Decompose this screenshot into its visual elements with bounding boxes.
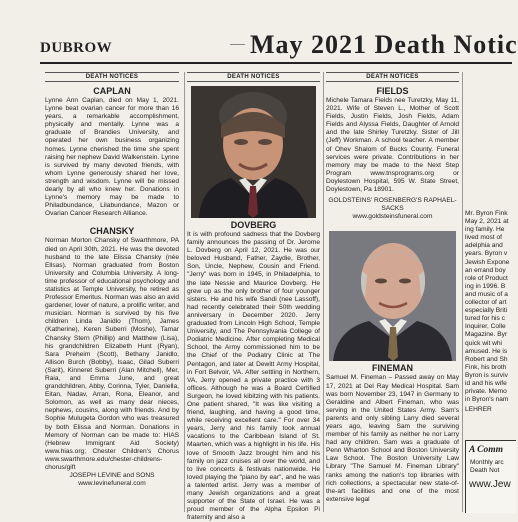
obituary-name-caplan: CAPLAN (93, 86, 131, 96)
obituary-line: especially Briti (465, 307, 508, 315)
column-3 (326, 72, 459, 512)
obituary-text-fineman: Samuel M. Fineman – Passed away on May 17, 2021 at Del Ray Medical Hospital. Sam was born November 23, 1947 in Germany to Geraldine and Albert Fineman, who was serving in the United States Army. Sam's parents and only sibling Larry died several years ago, leaving Sam the surviving member of his family as neither he nor Larry had any children. Sam was a graduate of Penn Wharton School and Boston University Law School. The Boston University Law Library "The Samuel M. Fineman Library" ranks among the nation's top libraries with rich collections, a spectacular new state-of-the-art facilities and one of the most extensive legal (326, 374, 459, 503)
portrait-dovberg-image (191, 86, 316, 218)
obituary-name-dovberg: DOVBERG (230, 220, 277, 230)
obituary-line: Fink, his broth (465, 363, 507, 371)
funeral-home-name: JOSEPH LEVINE and SONS (69, 472, 155, 480)
column-4 (465, 210, 515, 414)
obituary-line: Inquirer, Colle (465, 323, 506, 331)
column-divider (184, 72, 185, 512)
funeral-home-name: LEHRER (465, 406, 492, 414)
obituary-text-dovberg: It is with profound sadness that the Dovberg family announces the passing of Dr. Jerome L. Dovberg on April 12, 2021. He was our beloved Husband, Father, Zaydie, Brother, Son, Uncle, Nephew, Cousin and Friend. "Jerry" was born in 1945, in Philadelphia, to the late Nessie and Maurice Dovberg. He grew up as the only brother of four younger sisters. He and his wife Sandi (nee Lassoff), had recently celebrated their 50th wedding anniversary in December 2020. Jerry graduated from Lincoln High School, Temple University, and The Pennsylvania College of Podiatric Medicine. After completing Medical School, the Army commissioned him to be the Chief of the Podiatry Clinic at The Pentagon, and later at Dewitt Army Hospital, in Fort Belvoir, VA. After settling in Northern, VA, Jerry opened a private practice with 3 offices. Although he was a Board Certified Surgeon, he loved kibitzing with his patients. One patient shared, "It was like visiting a friend, laughing, and having a good time, while receiving excellent care." For over 34 years, Jerry and his family took annual vacations to the Caribbean Island of St. Maarten, which was a highlight in his life. His love of Smooth Jazz brought him and his family on jazz cruises all over the world, and to live concerts & festivals nationwide. He loved playing the "piano by ear", and he was a talented artist. Jerry was a member of many Jewish organizations and a great supporter of the State of Israel. He was a proud member of the Alpha Epsilon Pi fraternity and also a (187, 231, 320, 522)
obituary-line: Mr. Byron Fink (465, 210, 508, 217)
obituary-line: ing family. He (465, 226, 505, 234)
obituary-line: collector of art (465, 299, 507, 307)
obituary-text-fields: Michele Tamara Fields nee Turetzky, May 11, 2021. Wife of Steven L., Mother of Scott Fields, Justin Fields, Josh Fields, Adam Fields and Alyssa Fields, Daughter of Arnold and the late Shirley Turetzky. Sister of Jill (Jeff) Workman. A school teacher. A member of Ohev Shalom of Bucks County. Funeral services were private. Contributions in her memory may be made to the Next Step Program www.tnsprograms.org or Doylestown Hospital, 595 W. State Street, Doylestown, Pa 18901. (326, 97, 459, 194)
page-title: May 2021 Death Notic (250, 30, 518, 59)
publication-name: DUBROW (40, 40, 113, 56)
column-divider (323, 72, 324, 512)
obituary-line: quick wit whi (465, 339, 503, 347)
obituary-line: May 2, 2021 at (465, 218, 509, 226)
obituary-line: in Byron's nam (465, 396, 509, 404)
obituary-line: adelphia and (465, 242, 503, 250)
promo-line-2: Death Not (470, 467, 500, 474)
funeral-home-name: GOLDSTEINS' ROSENBERG'S RAPHAEL-SACKS (328, 197, 457, 213)
portrait-photo-dovberg (191, 86, 316, 218)
title-rule-left (230, 44, 245, 45)
obituary-name-fineman: FINEMAN (372, 363, 413, 374)
column-1 (45, 72, 179, 512)
obituary-line: years. Byron v (465, 250, 508, 258)
portrait-photo-fineman (329, 231, 456, 361)
obituary-line: amused. He is (465, 347, 508, 355)
portrait-fineman-image (329, 231, 456, 361)
section-tag: DEATH NOTICES (326, 72, 459, 82)
promo-line-1: Monthly arc (470, 459, 504, 466)
obituary-line: private. Memo (465, 388, 507, 396)
obituary-line: Jewish Expone (465, 258, 510, 266)
obituary-line: and music of a (465, 290, 508, 298)
obituary-line: ing in 1996. B (465, 282, 506, 290)
obituary-name-fields: FIELDS (376, 86, 409, 96)
obituary-line: an errand boy (465, 266, 506, 274)
column-2 (187, 72, 320, 522)
obituary-name-chansky: CHANSKY (89, 226, 135, 237)
obituary-line: Magazine. Byr (465, 331, 508, 339)
funeral-home-url: www.levinefuneral.com (78, 480, 146, 488)
obituary-text-caplan: Lynne Ann Caplan, died on May 1, 2021. Lynne beat ovarian cancer for more than 16 years, a remarkable accomplishment, physically and mentally. Lynne was a graduate of Brandies University, and operated her own business organizing homes. Lynne cherished the time she spent raising her nephew David Walkenstein. Lynne is survived by many devoted friends, with whom Lynne generously shared her love, strength and wisdom. Lynne will be missed dearly by all who knew her. Donations in Lynne's memory may be made to Philadbundance, Lilabundance, Mazon or Ovarian Cancer Research Alliance. (45, 97, 179, 218)
section-tag: DEATH NOTICES (187, 72, 320, 82)
obituary-line: role of Product (465, 274, 508, 282)
obituary-line: id and his wife (465, 379, 507, 387)
obituary-line: Byron is surviv (465, 371, 508, 379)
obituary-line: lived most of (465, 234, 503, 242)
promo-box (465, 440, 516, 513)
obituary-line: Robert and Sh (465, 355, 508, 363)
obituary-line: tured for his c (465, 315, 505, 323)
section-tag: DEATH NOTICES (45, 72, 179, 82)
funeral-home-url: www.goldsteinsfuneral.com (352, 213, 433, 221)
title-rule (40, 62, 512, 64)
promo-url[interactable]: www.Jew (469, 479, 511, 490)
column-divider (462, 72, 463, 512)
promo-title: A Comm (469, 445, 504, 455)
obituary-text-chansky: Norman Morton Chansky of Swarthmore, PA died on April 30th, 2021. He was the devoted husband to the late Elissa Chansky (née Ellsas). Norman graduated from Boston University and Columbia University. A long-time professor of educational psychology and statistics at Temple University, he retired as Professor Emeritus. Norman was also an avid gardener, lover of nature, a prolific writer, and musician. Norman is survived by his five children Linda Janidlo (Thom), James (Katherine), Keren Suberri (Moshe), Tamar Chansky Stern (Phillip) and Matthew (Lisa), his grandchildren Elizabeth Hunt (Ryan), Sara Preheim (Scott), Bethany Janidlo, Allison Burch (Bobby), Isaac, Gilad Suberri (Sarit), Kinneret Suberri (Alan Mitchell), Mer, Raia, and Emma June, and great grandchildren, Abby, Corinna, Tyler, Daniella, Eitan, Nadav, Arran, Rona, Eleanor, and Solomon, as well as many dear nieces, nephews, cousins, along with friends. And by Sophie Mulugeta Gordon who was treasured by both Elissa and Norman. Donations in Memory of Norman can be made to: HIAS (Hebrew Immigrant Aid Society) www.hias.org; Chester Children's Chorus www.swarthmore.edu/chester-childrens-chorus/gift (45, 237, 179, 472)
